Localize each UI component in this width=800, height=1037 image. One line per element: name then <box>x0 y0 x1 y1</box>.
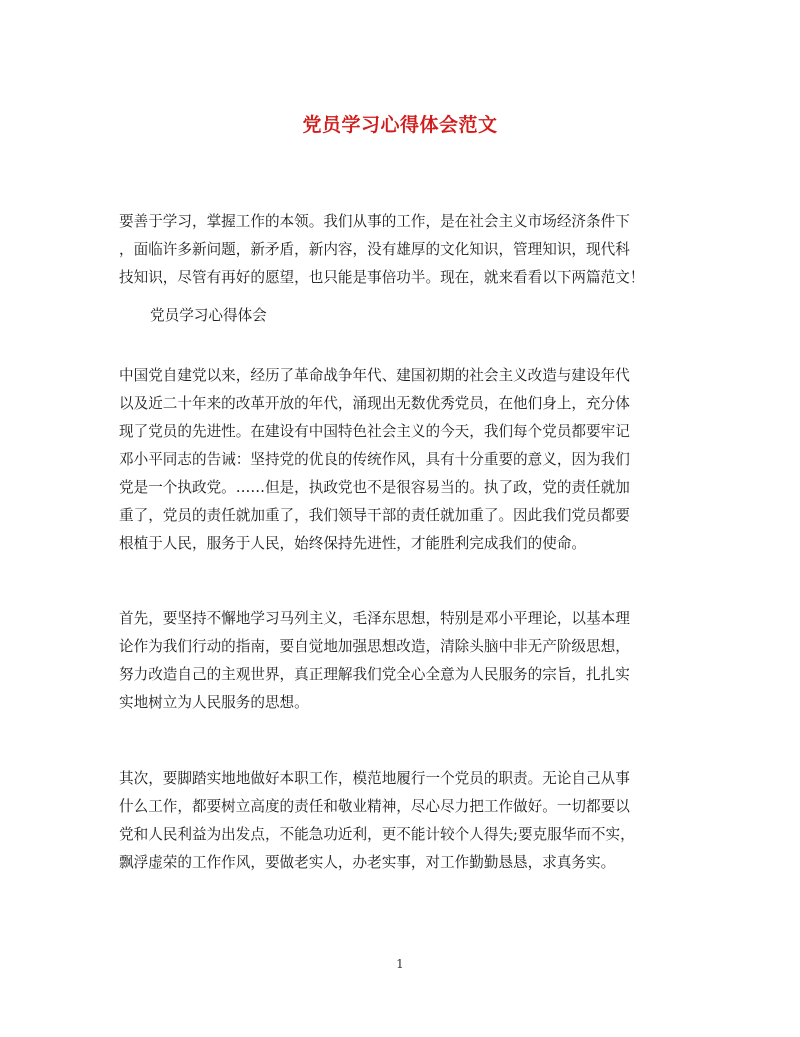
paragraph-line: 论作为我们行动的指南，要自觉地加强思想改造，清除头脑中非无产阶级思想， <box>119 638 630 655</box>
paragraph-line: 中国党自建党以来，经历了革命战争年代、建国初期的社会主义改造与建设年代 <box>119 367 630 384</box>
paragraph-line: 飘浮虚荣的工作作风，要做老实人，办老实事，对工作勤勤恳恳，求真务实。 <box>119 854 616 871</box>
paragraph-line: 什么工作，都要树立高度的责任和敬业精神，尽心尽力把工作做好。一切都要以 <box>119 798 630 815</box>
paragraph-2 <box>119 605 681 717</box>
page-number: 1 <box>396 957 404 971</box>
paragraph-line: 实地树立为人民服务的思想。 <box>119 694 309 711</box>
intro-line: ，面临许多新问题，新矛盾，新内容，没有雄厚的文化知识，管理知识，现代科 <box>119 241 630 258</box>
paragraph-line: 党是一个执政党。……但是，执政党也不是很容易当的。执了政，党的责任就加 <box>119 479 630 496</box>
paragraph-3 <box>119 765 681 877</box>
paragraph-line: 根植于人民，服务于人民，始终保持先进性，才能胜利完成我们的使命。 <box>119 535 587 552</box>
paragraph-line: 重了，党员的责任就加重了，我们领导干部的责任就加重了。因此我们党员都要 <box>119 507 630 524</box>
paragraph-line: 努力改造自己的主观世界，真正理解我们党全心全意为人民服务的宗旨，扎扎实 <box>119 666 630 683</box>
paragraph-line: 首先，要坚持不懈地学习马列主义，毛泽东思想，特别是邓小平理论，以基本理 <box>119 610 630 627</box>
intro-line: 要善于学习，掌握工作的本领。我们从事的工作，是在社会主义市场经济条件下 <box>119 213 630 230</box>
paragraph-line: 以及近二十年来的改革开放的年代，涌现出无数优秀党员，在他们身上，充分体 <box>119 395 630 412</box>
paragraph-line: 现了党员的先进性。在建设有中国特色社会主义的今天，我们每个党员都要牢记 <box>119 423 630 440</box>
paragraph-line: 邓小平同志的告诫：坚持党的优良的传统作风，具有十分重要的意义，因为我们 <box>119 451 630 468</box>
section-subtitle <box>150 302 550 330</box>
intro-line: 技知识，尽管有再好的愿望，也只能是事倍功半。现在，就来看看以下两篇范文！ <box>119 269 645 286</box>
paragraph-line: 其次，要脚踏实地地做好本职工作，模范地履行一个党员的职责。无论自己从事 <box>119 770 630 787</box>
subtitle-text: 党员学习心得体会 <box>150 307 267 324</box>
document-title: 党员学习心得体会范文 <box>302 114 498 136</box>
paragraph-1 <box>119 362 681 558</box>
intro-paragraph <box>119 208 681 292</box>
paragraph-line: 党和人民利益为出发点，不能急功近利，更不能计较个人得失;要克服华而不实， <box>119 826 635 843</box>
